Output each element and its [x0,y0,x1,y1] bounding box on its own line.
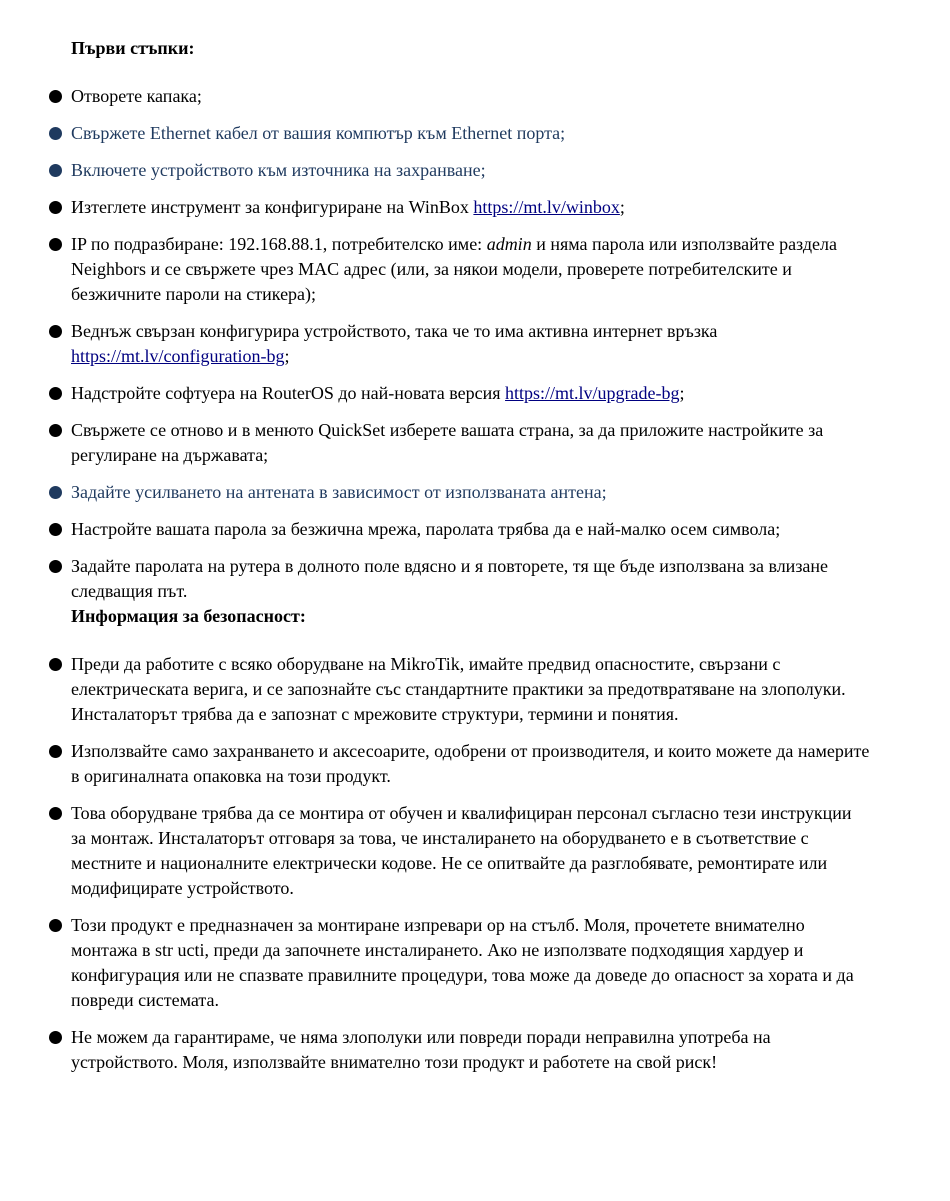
configuration-link[interactable]: https://mt.lv/configuration-bg [71,346,285,366]
list-item-text: Използвайте само захранването и аксесоарите, одобрени от производителя, и които можете да намерите в оригиналната опаковка на този продукт. [71,741,870,786]
list-item [71,121,871,146]
list-item-text: Надстройте софтуера на RouterOS до най-новата версия [71,383,506,403]
bullet-icon [49,560,62,573]
bullet-icon [49,127,62,140]
list-item-text: Не можем да гарантираме, че няма злополуки или повреди поради неправилна употреба на устройството. Моля, използвайте внимателно този продукт и работете на свой риск! [71,1027,771,1072]
list-item [71,739,871,789]
list-item-text: Отворете капака; [71,86,202,106]
bullet-icon [49,486,62,499]
safety-list [71,652,871,1087]
list-item [71,652,871,727]
bullet-icon [49,424,62,437]
list-item [71,480,871,505]
winbox-link[interactable]: https://mt.lv/winbox [473,197,620,217]
list-item [71,84,871,109]
list-item [71,1025,871,1075]
bullet-icon [49,201,62,214]
list-item [71,801,871,901]
list-item-text: Свържете Ethernet кабел от вашия компютър към Ethernet порта; [71,123,566,143]
list-item-text: Включете устройството към източника на захранване; [71,160,486,180]
list-item-text: Изтеглете инструмент за конфигуриране на WinBox [71,197,474,217]
list-item [71,913,871,1013]
list-item [71,554,871,604]
list-item-text: Преди да работите с всяко оборудване на MikroTik, имайте предвид опасностите, свързани с електрическата верига, и се запознайте със стандартните практики за предотвратяване на злополуки. Инсталаторът трябва да е запознат с мрежовите структури, термини и понятия. [71,654,846,724]
bullet-icon [49,745,62,758]
bullet-icon [49,90,62,103]
list-item [71,381,871,406]
list-item [71,195,871,220]
bullet-icon [49,387,62,400]
list-item-tail: ; [679,383,685,403]
getting-started-list [71,84,871,616]
list-item-text: IP по подразбиране: 192.168.88.1, потребителско име: [71,234,487,254]
list-item [71,319,871,369]
list-item [71,158,871,183]
list-item [71,232,871,307]
bullet-icon [49,325,62,338]
bullet-icon [49,1031,62,1044]
list-item-text: Това оборудване трябва да се монтира от обучен и квалифициран персонал съгласно тези инструкции за монтаж. Инсталаторът отговаря за това, че инсталирането на оборудването е в съответствие с местните и националните електрически кодове. Не се опитвайте да разглобявате, ремонтирате или модифицирате устройството. [71,803,852,898]
list-item-text: Настройте вашата парола за безжична мрежа, паролата трябва да е най-малко осем символа; [71,519,781,539]
bullet-icon [49,919,62,932]
bullet-icon [49,658,62,671]
list-item-text: Задайте усилването на антената в зависимост от използваната антена; [71,482,607,502]
upgrade-link[interactable]: https://mt.lv/upgrade-bg [505,383,680,403]
list-item-text: Свържете се отново и в менюто QuickSet изберете вашата страна, за да приложите настройките за регулиране на държавата; [71,420,824,465]
list-item-tail: ; [284,346,290,366]
list-item-text: Веднъж свързан конфигурира устройството, така че то има активна интернет връзка [71,321,718,341]
section-heading-getting-started: Първи стъпки: [71,38,195,58]
list-item-text: Задайте паролата на рутера в долното поле вдясно и я повторете, тя ще бъде използвана за влизане следващия път. [71,556,829,601]
list-item-tail: ; [619,197,625,217]
bullet-icon [49,164,62,177]
list-item-text: Този продукт е предназначен за монтиране изпревари ор на стълб. Моля, прочетете внимателно монтажа в str ucti, преди да започнете инсталирането. Ако не използвате подходящия хардуер и конфигурация или не спазвате правилните процедури, това може да доведе до опасност за хората и да повреди системата. [71,915,854,1010]
bullet-icon [49,523,62,536]
list-item [71,418,871,468]
bullet-icon [49,807,62,820]
list-item [71,517,871,542]
username-value: admin [486,234,532,254]
bullet-icon [49,238,62,251]
section-heading-safety: Информация за безопасност: [71,606,306,626]
list-item-tail: и няма парола или използвайте раздела Neighbors и се свържете чрез MAC адрес (или, за някои модели, проверете потребителските и безжичните пароли на стикера); [71,234,837,304]
